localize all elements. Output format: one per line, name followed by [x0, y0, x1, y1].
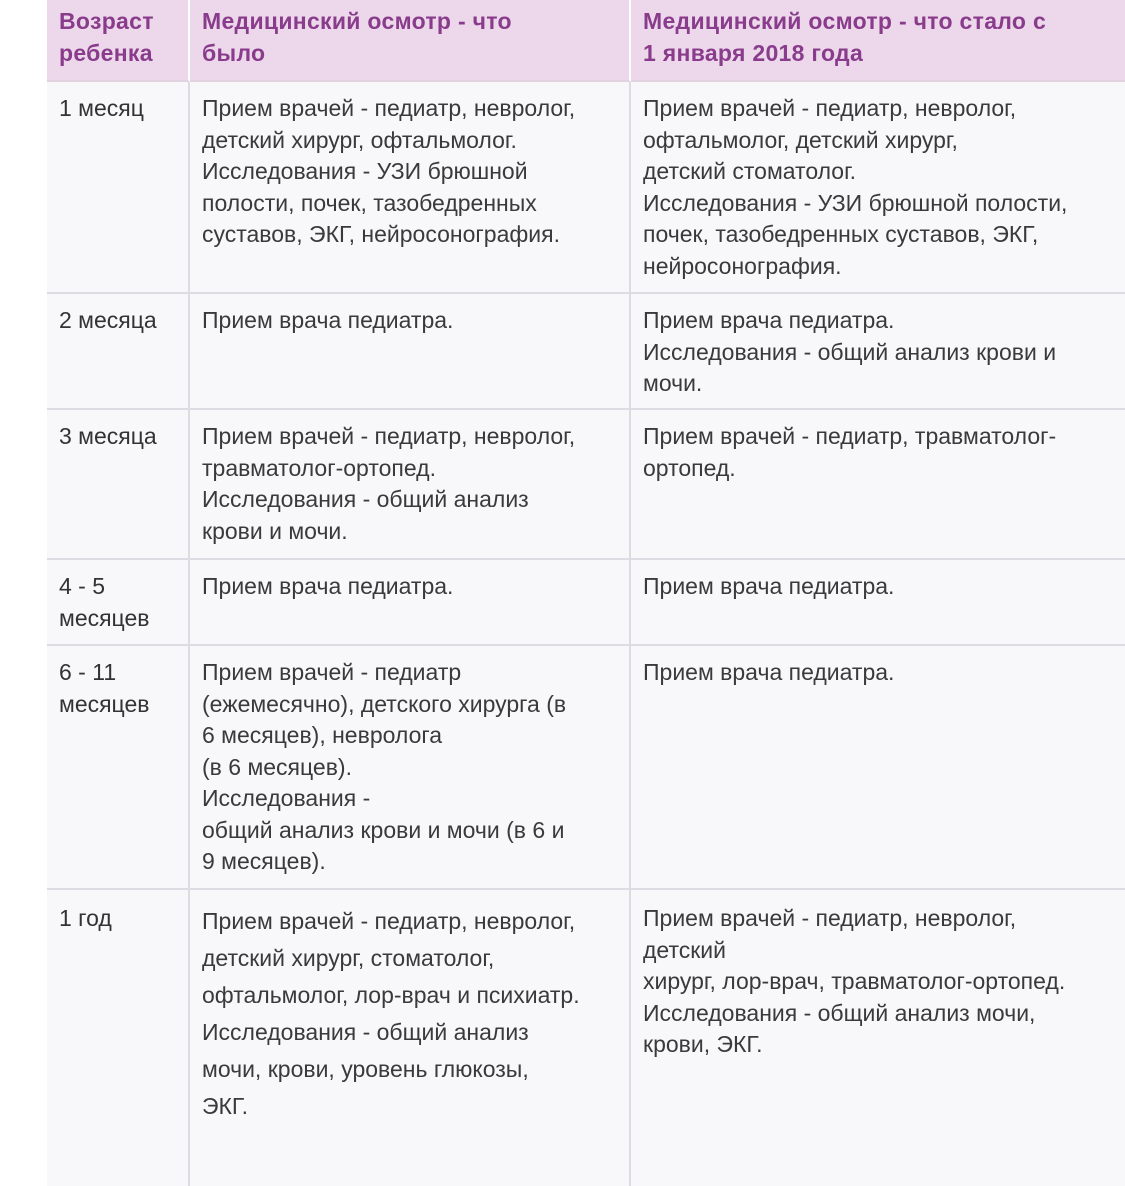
table-row	[47, 294, 1125, 410]
before-cell: Прием врачей - педиатр, невролог, детский хирург, стоматолог, офтальмолог, лор-врач и психиатр. Исследования - общий анализ мочи, крови, уровень глюкозы, ЭКГ.	[190, 890, 631, 1186]
after-cell: Прием врачей - педиатр, травматолог- ортопед.	[631, 410, 1125, 560]
after-cell: Прием врача педиатра. Исследования - общий анализ крови и мочи.	[631, 294, 1125, 410]
header-age: Возраст ребенка	[47, 0, 190, 82]
table-row	[47, 82, 1125, 294]
before-cell: Прием врачей - педиатр, невролог, детский хирург, офтальмолог. Исследования - УЗИ брюшной полости, почек, тазобедренных суставов, ЭКГ, нейросонография.	[190, 82, 631, 294]
after-cell: Прием врачей - педиатр, невролог, детский хирург, лор-врач, травматолог-ортопед. Исследования - общий анализ мочи, крови, ЭКГ.	[631, 890, 1125, 1186]
header-row	[47, 0, 1125, 82]
age-cell: 4 - 5 месяцев	[47, 560, 190, 646]
after-cell: Прием врачей - педиатр, невролог, офтальмолог, детский хирург, детский стоматолог. Исследования - УЗИ брюшной полости, почек, тазобедренных суставов, ЭКГ, нейросонография.	[631, 82, 1125, 294]
age-cell: 2 месяца	[47, 294, 190, 410]
before-cell: Прием врачей - педиатр (ежемесячно), детского хирурга (в 6 месяцев), невролога (в 6 месяцев). Исследования - общий анализ крови и мочи (в 6 и 9 месяцев).	[190, 646, 631, 890]
before-cell: Прием врачей - педиатр, невролог, травматолог-ортопед. Исследования - общий анализ крови и мочи.	[190, 410, 631, 560]
medical-checkup-table	[47, 0, 1125, 1186]
age-cell: 1 месяц	[47, 82, 190, 294]
age-cell: 3 месяца	[47, 410, 190, 560]
table-row	[47, 560, 1125, 646]
age-cell: 1 год	[47, 890, 190, 1186]
age-cell: 6 - 11 месяцев	[47, 646, 190, 890]
header-before: Медицинский осмотр - что было	[190, 0, 631, 82]
before-cell: Прием врача педиатра.	[190, 560, 631, 646]
table-row	[47, 646, 1125, 890]
table-row	[47, 410, 1125, 560]
table-row	[47, 890, 1125, 1186]
before-cell: Прием врача педиатра.	[190, 294, 631, 410]
after-cell: Прием врача педиатра.	[631, 560, 1125, 646]
header-after: Медицинский осмотр - что стало с 1 января 2018 года	[631, 0, 1125, 82]
after-cell: Прием врача педиатра.	[631, 646, 1125, 890]
